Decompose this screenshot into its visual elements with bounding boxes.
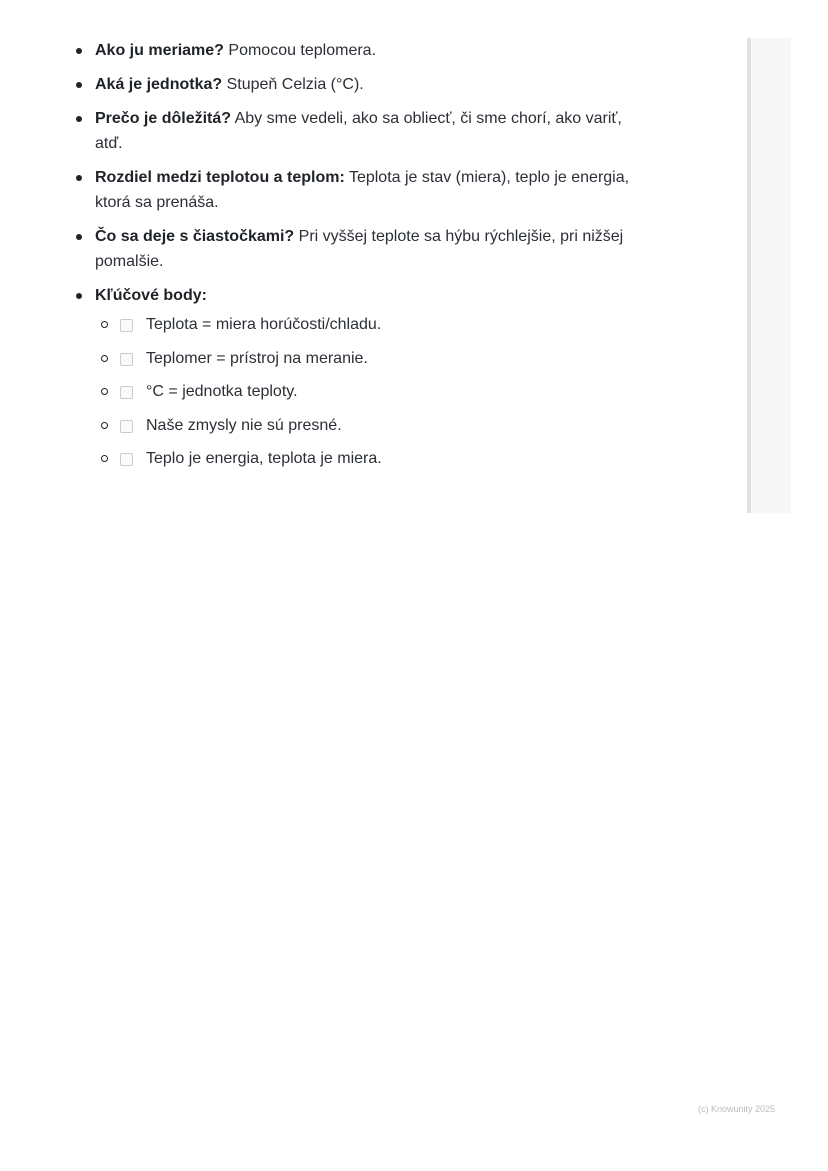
checkbox[interactable] xyxy=(120,453,133,466)
item-question: Aká je jednotka? xyxy=(95,76,223,93)
hollow-bullet xyxy=(101,455,108,462)
checkbox[interactable] xyxy=(120,386,133,399)
list-item xyxy=(62,224,642,274)
list-item xyxy=(62,38,642,63)
hollow-bullet xyxy=(101,422,108,429)
side-panel xyxy=(747,38,791,513)
item-question: Prečo je dôležitá? xyxy=(95,110,232,127)
item-answer: Pomocou teplomera. xyxy=(228,42,377,59)
item-answer: Aby sme vedeli, ako sa obliecť, či sme chorí, ako variť, atď. xyxy=(95,110,622,152)
checklist-item xyxy=(95,379,642,404)
item-answer: Pri vyššej teplote sa hýbu rýchlejšie, pri nižšej pomalšie. xyxy=(95,228,624,270)
checklist-item xyxy=(95,446,642,471)
checklist-item-label: Teplo je energia, teplota je miera. xyxy=(146,450,382,467)
checklist-item xyxy=(95,312,642,337)
list-item xyxy=(62,106,642,156)
copyright-footer: (c) Knowunity 2025 xyxy=(697,1104,775,1114)
checklist-item-label: Teplota = miera horúčosti/chladu. xyxy=(146,316,382,333)
hollow-bullet xyxy=(101,388,108,395)
item-answer: Teplota je stav (miera), teplo je energia, ktorá sa prenáša. xyxy=(95,169,630,211)
item-question: Ako ju meriame? xyxy=(95,42,224,59)
checklist-item xyxy=(95,346,642,371)
item-question: Čo sa deje s čiastočkami? xyxy=(95,228,295,245)
checkbox[interactable] xyxy=(120,353,133,366)
bullet-dot xyxy=(76,116,82,122)
checkbox[interactable] xyxy=(120,420,133,433)
bullet-dot xyxy=(76,48,82,54)
checkbox[interactable] xyxy=(120,319,133,332)
list-item xyxy=(62,72,642,97)
hollow-bullet xyxy=(101,321,108,328)
item-answer: Stupeň Celzia (°C). xyxy=(226,76,364,93)
bullet-list xyxy=(62,38,642,471)
checklist-item xyxy=(95,413,642,438)
bullet-dot xyxy=(76,82,82,88)
document-content xyxy=(62,38,642,480)
bullet-dot xyxy=(76,175,82,181)
item-question: Rozdiel medzi teplotou a teplom: xyxy=(95,169,345,186)
checklist-item-label: Teplomer = prístroj na meranie. xyxy=(146,349,368,367)
key-points-item xyxy=(62,283,642,471)
bullet-dot xyxy=(76,234,82,240)
bullet-dot xyxy=(76,293,82,299)
key-points-list xyxy=(95,312,642,471)
hollow-bullet xyxy=(101,355,108,362)
key-points-heading: Kľúčové body: xyxy=(95,287,207,304)
checklist-item-label: °C = jednotka teploty. xyxy=(146,383,298,400)
list-item xyxy=(62,165,642,215)
checklist-item-label: Naše zmysly nie sú presné. xyxy=(146,416,342,434)
